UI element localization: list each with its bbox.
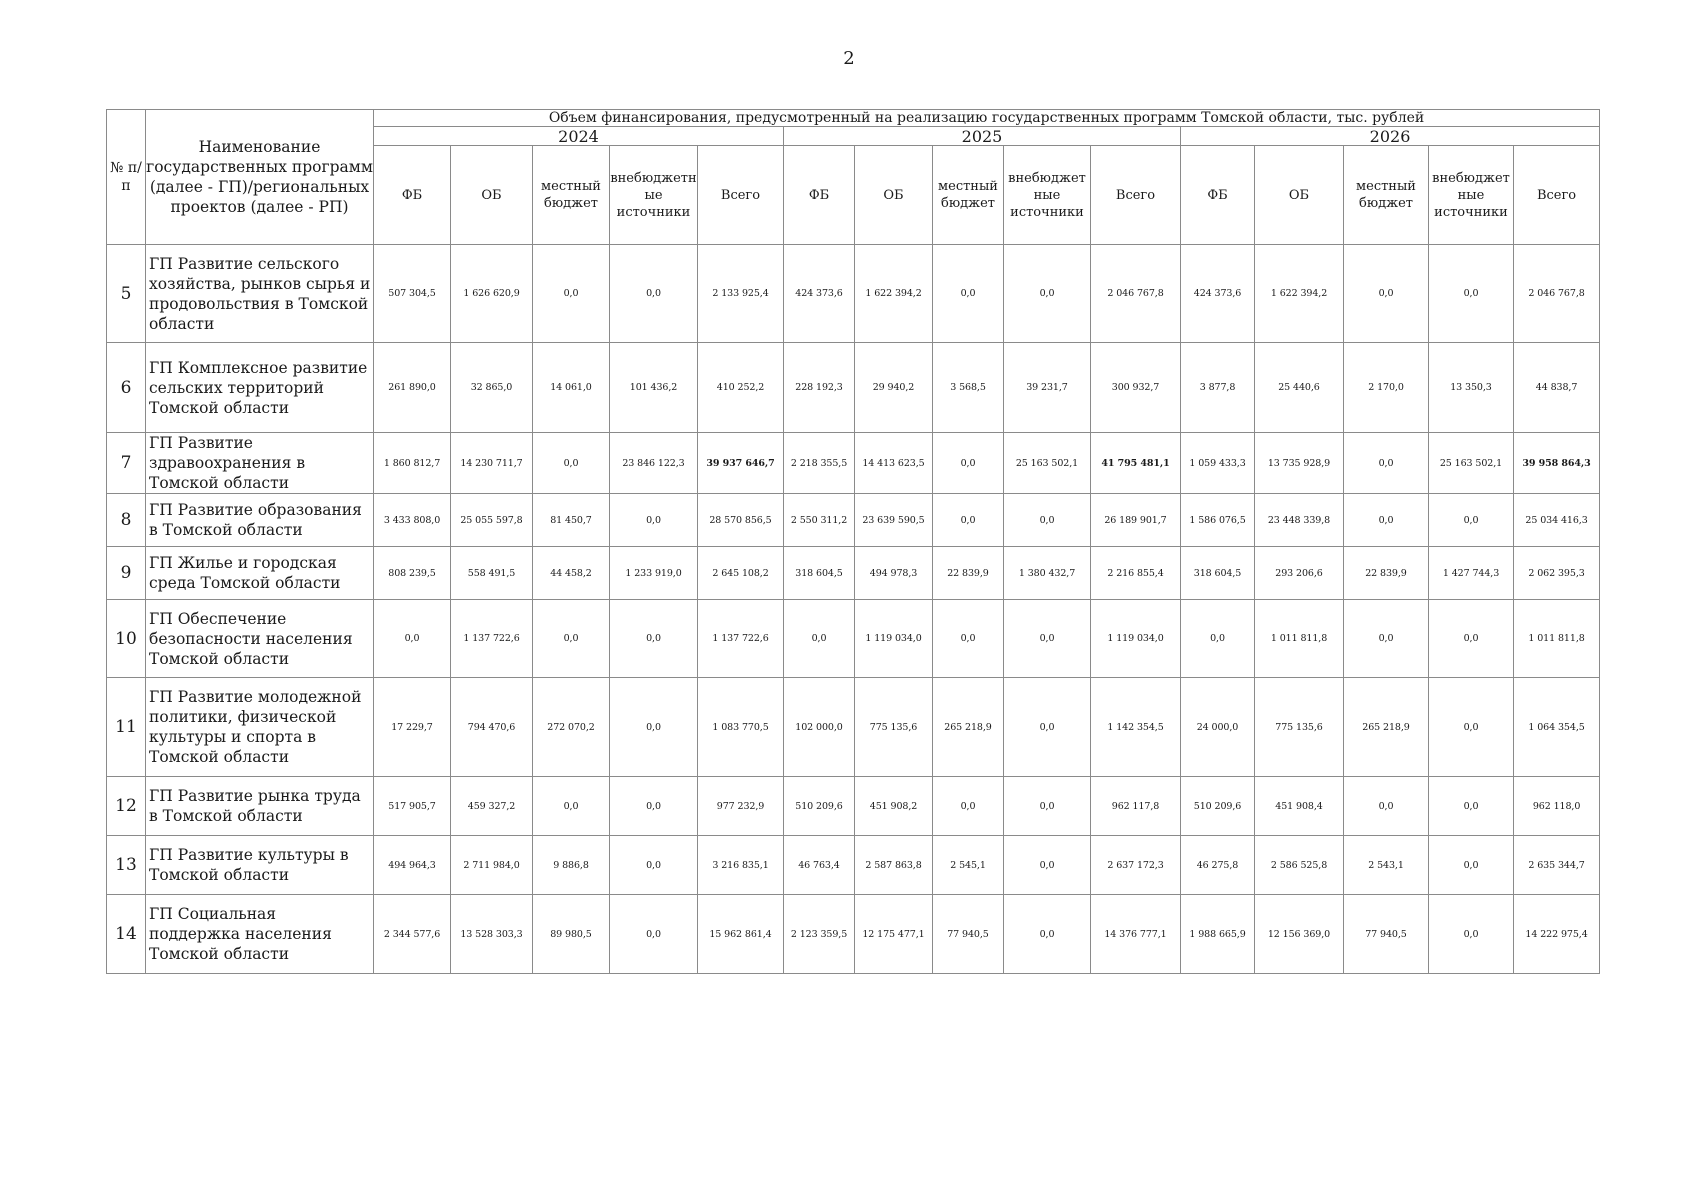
value-cell: 14 222 975,4 bbox=[1514, 895, 1600, 974]
program-name: ГП Обеспечение безопасности населения Томской области bbox=[146, 600, 374, 678]
header-column: внебюджет ные источники bbox=[1004, 146, 1091, 245]
header-column: местный бюджет bbox=[933, 146, 1004, 245]
value-cell: 12 156 369,0 bbox=[1255, 895, 1344, 974]
value-cell: 2 046 767,8 bbox=[1091, 245, 1181, 343]
value-cell: 39 231,7 bbox=[1004, 343, 1091, 433]
value-cell: 3 433 808,0 bbox=[374, 494, 451, 547]
value-cell: 459 327,2 bbox=[451, 777, 533, 836]
value-cell: 494 964,3 bbox=[374, 836, 451, 895]
funding-table bbox=[106, 109, 1600, 974]
header-column: ОБ bbox=[451, 146, 533, 245]
value-cell: 0,0 bbox=[933, 433, 1004, 494]
value-cell: 0,0 bbox=[374, 600, 451, 678]
value-cell: 2 133 925,4 bbox=[698, 245, 784, 343]
value-cell: 1 059 433,3 bbox=[1181, 433, 1255, 494]
row-number: 8 bbox=[107, 494, 146, 547]
value-cell: 44 838,7 bbox=[1514, 343, 1600, 433]
value-cell: 0,0 bbox=[610, 600, 698, 678]
header-column: местный бюджет bbox=[1344, 146, 1429, 245]
header-column: ФБ bbox=[784, 146, 855, 245]
table-row bbox=[107, 777, 1600, 836]
value-cell: 46 763,4 bbox=[784, 836, 855, 895]
value-cell: 318 604,5 bbox=[784, 547, 855, 600]
row-number: 10 bbox=[107, 600, 146, 678]
value-cell: 1 622 394,2 bbox=[1255, 245, 1344, 343]
value-cell: 451 908,2 bbox=[855, 777, 933, 836]
value-cell: 558 491,5 bbox=[451, 547, 533, 600]
table-row bbox=[107, 547, 1600, 600]
value-cell: 775 135,6 bbox=[1255, 678, 1344, 777]
value-cell: 0,0 bbox=[1344, 494, 1429, 547]
value-cell: 1 427 744,3 bbox=[1429, 547, 1514, 600]
value-cell: 0,0 bbox=[1429, 836, 1514, 895]
value-cell: 2 344 577,6 bbox=[374, 895, 451, 974]
header-column: Всего bbox=[1091, 146, 1181, 245]
value-cell: 451 908,4 bbox=[1255, 777, 1344, 836]
header-funding: Объем финансирования, предусмотренный на реализацию государственных программ Томской области, тыс. рублей bbox=[374, 110, 1600, 127]
value-cell: 77 940,5 bbox=[933, 895, 1004, 974]
value-cell: 1 119 034,0 bbox=[855, 600, 933, 678]
program-name: ГП Развитие здравоохранения в Томской области bbox=[146, 433, 374, 494]
value-cell: 265 218,9 bbox=[933, 678, 1004, 777]
value-cell: 228 192,3 bbox=[784, 343, 855, 433]
value-cell: 808 239,5 bbox=[374, 547, 451, 600]
value-cell: 25 163 502,1 bbox=[1429, 433, 1514, 494]
value-cell: 1 622 394,2 bbox=[855, 245, 933, 343]
value-cell: 1 380 432,7 bbox=[1004, 547, 1091, 600]
value-cell: 1 988 665,9 bbox=[1181, 895, 1255, 974]
value-cell: 318 604,5 bbox=[1181, 547, 1255, 600]
value-cell: 0,0 bbox=[1004, 777, 1091, 836]
value-cell: 39 937 646,7 bbox=[698, 433, 784, 494]
table-row bbox=[107, 433, 1600, 494]
value-cell: 0,0 bbox=[533, 433, 610, 494]
header-name: Наименование государственных программ (далее - ГП)/региональных проектов (далее - РП) bbox=[146, 110, 374, 245]
value-cell: 775 135,6 bbox=[855, 678, 933, 777]
value-cell: 28 570 856,5 bbox=[698, 494, 784, 547]
value-cell: 977 232,9 bbox=[698, 777, 784, 836]
value-cell: 2 170,0 bbox=[1344, 343, 1429, 433]
header-column: Всего bbox=[1514, 146, 1600, 245]
value-cell: 2 123 359,5 bbox=[784, 895, 855, 974]
program-name: ГП Комплексное развитие сельских территорий Томской области bbox=[146, 343, 374, 433]
value-cell: 0,0 bbox=[610, 777, 698, 836]
value-cell: 2 645 108,2 bbox=[698, 547, 784, 600]
value-cell: 424 373,6 bbox=[784, 245, 855, 343]
value-cell: 2 545,1 bbox=[933, 836, 1004, 895]
value-cell: 2 586 525,8 bbox=[1255, 836, 1344, 895]
header-column: ОБ bbox=[855, 146, 933, 245]
value-cell: 1 064 354,5 bbox=[1514, 678, 1600, 777]
value-cell: 23 846 122,3 bbox=[610, 433, 698, 494]
value-cell: 962 117,8 bbox=[1091, 777, 1181, 836]
value-cell: 0,0 bbox=[610, 494, 698, 547]
value-cell: 0,0 bbox=[933, 777, 1004, 836]
value-cell: 0,0 bbox=[1344, 433, 1429, 494]
value-cell: 25 055 597,8 bbox=[451, 494, 533, 547]
row-number: 14 bbox=[107, 895, 146, 974]
program-name: ГП Развитие рынка труда в Томской области bbox=[146, 777, 374, 836]
program-name: ГП Развитие образования в Томской области bbox=[146, 494, 374, 547]
value-cell: 0,0 bbox=[1429, 678, 1514, 777]
header-year: 2024 bbox=[374, 127, 784, 146]
page-number: 2 bbox=[843, 48, 855, 69]
value-cell: 293 206,6 bbox=[1255, 547, 1344, 600]
value-cell: 9 886,8 bbox=[533, 836, 610, 895]
value-cell: 14 376 777,1 bbox=[1091, 895, 1181, 974]
header-column: ФБ bbox=[1181, 146, 1255, 245]
value-cell: 2 062 395,3 bbox=[1514, 547, 1600, 600]
value-cell: 101 436,2 bbox=[610, 343, 698, 433]
table-row bbox=[107, 895, 1600, 974]
row-number: 6 bbox=[107, 343, 146, 433]
value-cell: 0,0 bbox=[933, 245, 1004, 343]
value-cell: 1 011 811,8 bbox=[1514, 600, 1600, 678]
value-cell: 102 000,0 bbox=[784, 678, 855, 777]
value-cell: 0,0 bbox=[1004, 836, 1091, 895]
value-cell: 0,0 bbox=[533, 245, 610, 343]
row-number: 12 bbox=[107, 777, 146, 836]
value-cell: 510 209,6 bbox=[1181, 777, 1255, 836]
value-cell: 14 061,0 bbox=[533, 343, 610, 433]
value-cell: 12 175 477,1 bbox=[855, 895, 933, 974]
value-cell: 0,0 bbox=[784, 600, 855, 678]
value-cell: 14 413 623,5 bbox=[855, 433, 933, 494]
row-number: 5 bbox=[107, 245, 146, 343]
value-cell: 25 440,6 bbox=[1255, 343, 1344, 433]
value-cell: 1 142 354,5 bbox=[1091, 678, 1181, 777]
value-cell: 22 839,9 bbox=[1344, 547, 1429, 600]
value-cell: 261 890,0 bbox=[374, 343, 451, 433]
value-cell: 2 637 172,3 bbox=[1091, 836, 1181, 895]
value-cell: 1 119 034,0 bbox=[1091, 600, 1181, 678]
header-column: Всего bbox=[698, 146, 784, 245]
value-cell: 517 905,7 bbox=[374, 777, 451, 836]
value-cell: 39 958 864,3 bbox=[1514, 433, 1600, 494]
header-column: внебюджет ные источники bbox=[1429, 146, 1514, 245]
value-cell: 14 230 711,7 bbox=[451, 433, 533, 494]
header-year: 2026 bbox=[1181, 127, 1600, 146]
value-cell: 2 218 355,5 bbox=[784, 433, 855, 494]
value-cell: 23 448 339,8 bbox=[1255, 494, 1344, 547]
value-cell: 272 070,2 bbox=[533, 678, 610, 777]
value-cell: 0,0 bbox=[933, 600, 1004, 678]
value-cell: 26 189 901,7 bbox=[1091, 494, 1181, 547]
table-row bbox=[107, 678, 1600, 777]
value-cell: 0,0 bbox=[1181, 600, 1255, 678]
value-cell: 0,0 bbox=[533, 777, 610, 836]
value-cell: 0,0 bbox=[1004, 600, 1091, 678]
value-cell: 424 373,6 bbox=[1181, 245, 1255, 343]
value-cell: 25 163 502,1 bbox=[1004, 433, 1091, 494]
value-cell: 1 233 919,0 bbox=[610, 547, 698, 600]
value-cell: 962 118,0 bbox=[1514, 777, 1600, 836]
header-column: местный бюджет bbox=[533, 146, 610, 245]
value-cell: 794 470,6 bbox=[451, 678, 533, 777]
value-cell: 300 932,7 bbox=[1091, 343, 1181, 433]
value-cell: 25 034 416,3 bbox=[1514, 494, 1600, 547]
value-cell: 0,0 bbox=[610, 678, 698, 777]
value-cell: 0,0 bbox=[1429, 895, 1514, 974]
value-cell: 13 528 303,3 bbox=[451, 895, 533, 974]
row-number: 9 bbox=[107, 547, 146, 600]
value-cell: 22 839,9 bbox=[933, 547, 1004, 600]
value-cell: 0,0 bbox=[1004, 895, 1091, 974]
program-name: ГП Развитие молодежной политики, физической культуры и спорта в Томской области bbox=[146, 678, 374, 777]
value-cell: 2 216 855,4 bbox=[1091, 547, 1181, 600]
value-cell: 1 083 770,5 bbox=[698, 678, 784, 777]
value-cell: 3 568,5 bbox=[933, 343, 1004, 433]
value-cell: 3 216 835,1 bbox=[698, 836, 784, 895]
value-cell: 0,0 bbox=[933, 494, 1004, 547]
header-year: 2025 bbox=[784, 127, 1181, 146]
value-cell: 13 350,3 bbox=[1429, 343, 1514, 433]
table-row bbox=[107, 836, 1600, 895]
value-cell: 0,0 bbox=[1429, 777, 1514, 836]
value-cell: 0,0 bbox=[610, 895, 698, 974]
value-cell: 29 940,2 bbox=[855, 343, 933, 433]
value-cell: 2 587 863,8 bbox=[855, 836, 933, 895]
row-number: 7 bbox=[107, 433, 146, 494]
value-cell: 32 865,0 bbox=[451, 343, 533, 433]
value-cell: 507 304,5 bbox=[374, 245, 451, 343]
value-cell: 0,0 bbox=[1004, 678, 1091, 777]
value-cell: 2 711 984,0 bbox=[451, 836, 533, 895]
value-cell: 1 626 620,9 bbox=[451, 245, 533, 343]
header-num: № п/п bbox=[107, 110, 146, 245]
header-column: ОБ bbox=[1255, 146, 1344, 245]
program-name: ГП Жилье и городская среда Томской области bbox=[146, 547, 374, 600]
value-cell: 510 209,6 bbox=[784, 777, 855, 836]
value-cell: 0,0 bbox=[1344, 245, 1429, 343]
value-cell: 494 978,3 bbox=[855, 547, 933, 600]
value-cell: 0,0 bbox=[1429, 245, 1514, 343]
value-cell: 410 252,2 bbox=[698, 343, 784, 433]
value-cell: 46 275,8 bbox=[1181, 836, 1255, 895]
value-cell: 89 980,5 bbox=[533, 895, 610, 974]
value-cell: 41 795 481,1 bbox=[1091, 433, 1181, 494]
value-cell: 1 137 722,6 bbox=[451, 600, 533, 678]
program-name: ГП Развитие культуры в Томской области bbox=[146, 836, 374, 895]
header-column: внебюджетн ые источники bbox=[610, 146, 698, 245]
table-row bbox=[107, 343, 1600, 433]
table-row bbox=[107, 494, 1600, 547]
program-name: ГП Развитие сельского хозяйства, рынков сырья и продовольствия в Томской области bbox=[146, 245, 374, 343]
value-cell: 0,0 bbox=[1429, 494, 1514, 547]
value-cell: 81 450,7 bbox=[533, 494, 610, 547]
value-cell: 17 229,7 bbox=[374, 678, 451, 777]
program-name: ГП Социальная поддержка населения Томской области bbox=[146, 895, 374, 974]
value-cell: 0,0 bbox=[533, 600, 610, 678]
value-cell: 23 639 590,5 bbox=[855, 494, 933, 547]
value-cell: 13 735 928,9 bbox=[1255, 433, 1344, 494]
value-cell: 0,0 bbox=[1344, 777, 1429, 836]
value-cell: 1 860 812,7 bbox=[374, 433, 451, 494]
value-cell: 24 000,0 bbox=[1181, 678, 1255, 777]
value-cell: 15 962 861,4 bbox=[698, 895, 784, 974]
row-number: 13 bbox=[107, 836, 146, 895]
table-row bbox=[107, 600, 1600, 678]
value-cell: 77 940,5 bbox=[1344, 895, 1429, 974]
table-row bbox=[107, 245, 1600, 343]
value-cell: 2 550 311,2 bbox=[784, 494, 855, 547]
value-cell: 0,0 bbox=[1004, 245, 1091, 343]
value-cell: 3 877,8 bbox=[1181, 343, 1255, 433]
header-column: ФБ bbox=[374, 146, 451, 245]
value-cell: 0,0 bbox=[1004, 494, 1091, 547]
value-cell: 0,0 bbox=[610, 245, 698, 343]
value-cell: 1 586 076,5 bbox=[1181, 494, 1255, 547]
value-cell: 1 011 811,8 bbox=[1255, 600, 1344, 678]
value-cell: 1 137 722,6 bbox=[698, 600, 784, 678]
row-number: 11 bbox=[107, 678, 146, 777]
value-cell: 2 635 344,7 bbox=[1514, 836, 1600, 895]
value-cell: 0,0 bbox=[1344, 600, 1429, 678]
value-cell: 2 543,1 bbox=[1344, 836, 1429, 895]
value-cell: 2 046 767,8 bbox=[1514, 245, 1600, 343]
value-cell: 265 218,9 bbox=[1344, 678, 1429, 777]
value-cell: 44 458,2 bbox=[533, 547, 610, 600]
value-cell: 0,0 bbox=[610, 836, 698, 895]
value-cell: 0,0 bbox=[1429, 600, 1514, 678]
